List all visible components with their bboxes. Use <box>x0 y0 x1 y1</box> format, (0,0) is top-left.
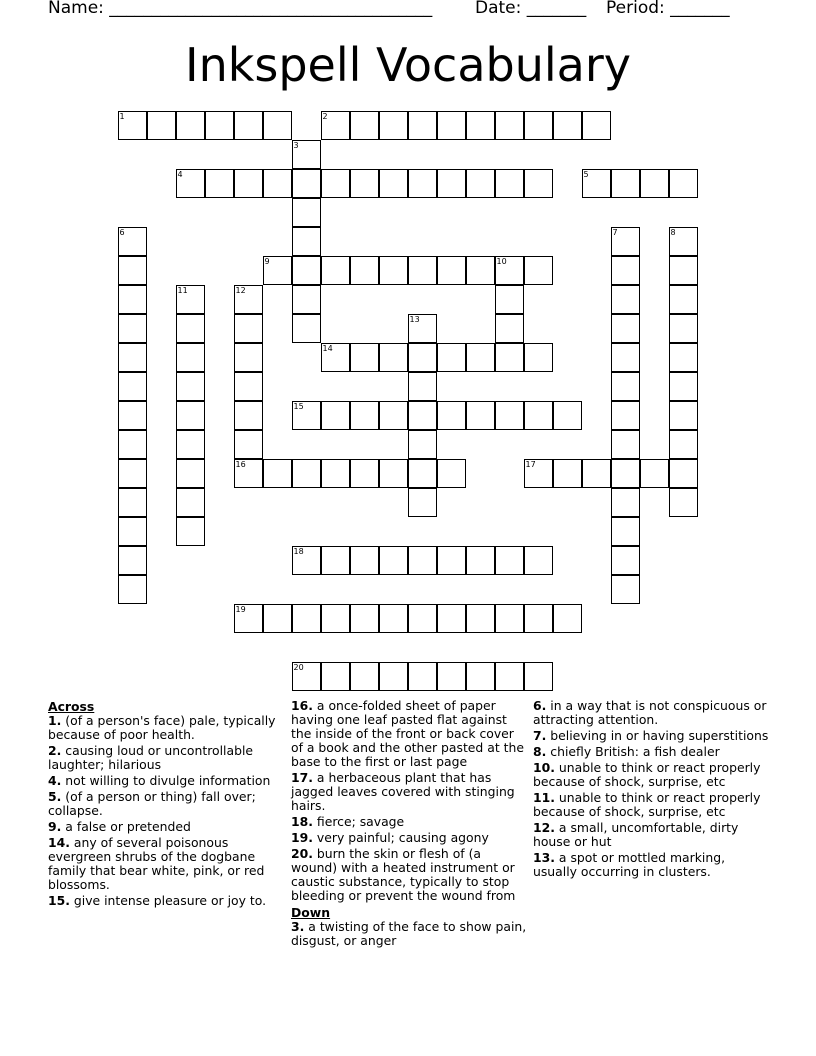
grid-cell[interactable] <box>437 662 466 691</box>
grid-cell[interactable] <box>234 459 263 488</box>
clues-column-3 <box>533 699 769 881</box>
grid-cell[interactable] <box>176 111 205 140</box>
grid-cell[interactable] <box>234 169 263 198</box>
grid-cell[interactable] <box>524 604 553 633</box>
clue-item: 15. give intense pleasure or joy to. <box>48 893 267 908</box>
grid-cell[interactable] <box>321 256 350 285</box>
grid-cell[interactable] <box>669 343 698 372</box>
grid-cell[interactable] <box>263 604 292 633</box>
grid-cell[interactable] <box>118 343 147 372</box>
grid-cell[interactable] <box>321 169 350 198</box>
grid-cell[interactable] <box>611 459 640 488</box>
clue-item: 12. a small, uncomfortable, dirty house or hut <box>533 820 739 849</box>
grid-cell[interactable] <box>495 256 524 285</box>
grid-cell[interactable] <box>321 604 350 633</box>
grid-cell[interactable] <box>379 662 408 691</box>
grid-cell[interactable] <box>524 169 553 198</box>
grid-cell[interactable] <box>611 575 640 604</box>
grid-cell[interactable] <box>263 169 292 198</box>
grid-cell[interactable] <box>292 227 321 256</box>
grid-cell[interactable] <box>263 256 292 285</box>
grid-cell[interactable] <box>321 459 350 488</box>
grid-cell[interactable] <box>379 546 408 575</box>
cell-number: 6 <box>119 227 125 237</box>
grid-cell[interactable] <box>524 256 553 285</box>
cell-number: 9 <box>264 256 270 266</box>
grid-cell[interactable] <box>553 604 582 633</box>
grid-cell[interactable] <box>669 169 698 198</box>
header <box>0 0 816 24</box>
grid-cell[interactable] <box>524 343 553 372</box>
grid-cell[interactable] <box>495 285 524 314</box>
grid-cell[interactable] <box>611 372 640 401</box>
cell-number: 2 <box>322 111 328 121</box>
grid-cell[interactable] <box>234 430 263 459</box>
grid-cell[interactable] <box>321 343 350 372</box>
grid-cell[interactable] <box>437 256 466 285</box>
grid-cell[interactable] <box>176 372 205 401</box>
clue-item: 9. a false or pretended <box>48 819 191 834</box>
clues-column-1 <box>48 699 284 910</box>
period-field[interactable]: Period: _______ <box>606 0 730 18</box>
clue-item: 8. chiefly British: a fish dealer <box>533 744 720 759</box>
grid-cell[interactable] <box>495 343 524 372</box>
grid-cell[interactable] <box>118 488 147 517</box>
grid-cell[interactable] <box>553 111 582 140</box>
cell-number: 12 <box>235 285 246 295</box>
grid-cell[interactable] <box>408 488 437 517</box>
grid-cell[interactable] <box>466 604 495 633</box>
grid-cell[interactable] <box>495 546 524 575</box>
grid-cell[interactable] <box>669 372 698 401</box>
grid-cell[interactable] <box>669 285 698 314</box>
grid-cell[interactable] <box>350 401 379 430</box>
cell-number: 8 <box>670 227 676 237</box>
grid-cell[interactable] <box>292 401 321 430</box>
grid-cell[interactable] <box>292 662 321 691</box>
grid-cell[interactable] <box>118 285 147 314</box>
across-heading: Across <box>48 699 95 714</box>
clue-item: 17. a herbaceous plant that has jagged leaves covered with stinging hairs. <box>291 770 515 813</box>
cell-number: 1 <box>119 111 125 121</box>
grid-cell[interactable] <box>379 256 408 285</box>
grid-cell[interactable] <box>379 169 408 198</box>
grid-cell[interactable] <box>582 459 611 488</box>
grid-cell[interactable] <box>437 401 466 430</box>
grid-cell[interactable] <box>234 111 263 140</box>
grid-cell[interactable] <box>669 488 698 517</box>
grid-cell[interactable] <box>350 111 379 140</box>
clue-item: 1. (of a person's face) pale, typically because of poor health. <box>48 713 276 742</box>
grid-cell[interactable] <box>582 169 611 198</box>
grid-cell[interactable] <box>408 256 437 285</box>
grid-cell[interactable] <box>379 343 408 372</box>
grid-cell[interactable] <box>408 604 437 633</box>
grid-cell[interactable] <box>147 111 176 140</box>
grid-cell[interactable] <box>408 401 437 430</box>
grid-cell[interactable] <box>640 169 669 198</box>
grid-cell[interactable] <box>466 662 495 691</box>
cell-number: 14 <box>322 343 333 353</box>
grid-cell[interactable] <box>524 662 553 691</box>
grid-cell[interactable] <box>292 198 321 227</box>
grid-cell[interactable] <box>495 314 524 343</box>
grid-cell[interactable] <box>350 604 379 633</box>
grid-cell[interactable] <box>640 459 669 488</box>
name-field[interactable]: Name: ______________________________________ <box>48 0 433 18</box>
grid-cell[interactable] <box>466 169 495 198</box>
grid-cell[interactable] <box>350 343 379 372</box>
grid-cell[interactable] <box>321 546 350 575</box>
grid-cell[interactable] <box>292 546 321 575</box>
grid-cell[interactable] <box>408 662 437 691</box>
grid-cell[interactable] <box>408 314 437 343</box>
grid-cell[interactable] <box>669 459 698 488</box>
grid-cell[interactable] <box>408 111 437 140</box>
grid-cell[interactable] <box>234 343 263 372</box>
grid-cell[interactable] <box>205 111 234 140</box>
grid-cell[interactable] <box>553 401 582 430</box>
clue-item: 18. fierce; savage <box>291 814 405 829</box>
grid-cell[interactable] <box>292 285 321 314</box>
cell-number: 5 <box>583 169 589 179</box>
grid-cell[interactable] <box>292 314 321 343</box>
clue-item: 13. a spot or mottled marking, usually occurring in clusters. <box>533 850 726 879</box>
grid-cell[interactable] <box>176 517 205 546</box>
grid-cell[interactable] <box>466 256 495 285</box>
grid-cell[interactable] <box>466 111 495 140</box>
clue-item: 5. (of a person or thing) fall over; collapse. <box>48 789 256 818</box>
grid-cell[interactable] <box>408 430 437 459</box>
grid-cell[interactable] <box>350 662 379 691</box>
grid-cell[interactable] <box>350 459 379 488</box>
grid-cell[interactable] <box>176 343 205 372</box>
grid-cell[interactable] <box>495 111 524 140</box>
cell-number: 4 <box>177 169 183 179</box>
cell-number: 19 <box>235 604 246 614</box>
grid-cell[interactable] <box>495 662 524 691</box>
grid-cell[interactable] <box>234 314 263 343</box>
grid-cell[interactable] <box>408 546 437 575</box>
grid-cell[interactable] <box>118 546 147 575</box>
grid-cell[interactable] <box>176 285 205 314</box>
grid-cell[interactable] <box>669 314 698 343</box>
grid-cell[interactable] <box>176 169 205 198</box>
grid-cell[interactable] <box>495 604 524 633</box>
grid-cell[interactable] <box>176 488 205 517</box>
grid-cell[interactable] <box>582 111 611 140</box>
grid-cell[interactable] <box>437 343 466 372</box>
cell-number: 13 <box>409 314 420 324</box>
grid-cell[interactable] <box>524 401 553 430</box>
cell-number: 11 <box>177 285 188 295</box>
cell-number: 18 <box>293 546 304 556</box>
grid-cell[interactable] <box>437 604 466 633</box>
cell-number: 20 <box>293 662 304 672</box>
grid-cell[interactable] <box>321 401 350 430</box>
grid-cell[interactable] <box>176 314 205 343</box>
grid-cell[interactable] <box>234 285 263 314</box>
grid-cell[interactable] <box>176 401 205 430</box>
grid-cell[interactable] <box>669 401 698 430</box>
grid-cell[interactable] <box>263 459 292 488</box>
clue-item: 19. very painful; causing agony <box>291 830 489 845</box>
page-title: Inkspell Vocabulary <box>185 38 631 92</box>
clue-item: 6. in a way that is not conspicuous or attracting attention. <box>533 698 767 727</box>
grid-cell[interactable] <box>495 401 524 430</box>
grid-cell[interactable] <box>118 111 147 140</box>
grid-cell[interactable] <box>350 256 379 285</box>
grid-cell[interactable] <box>524 111 553 140</box>
grid-cell[interactable] <box>321 662 350 691</box>
grid-cell[interactable] <box>176 430 205 459</box>
grid-cell[interactable] <box>553 459 582 488</box>
grid-cell[interactable] <box>350 169 379 198</box>
cell-number: 3 <box>293 140 299 150</box>
cell-number: 17 <box>525 459 536 469</box>
grid-cell[interactable] <box>408 343 437 372</box>
clue-item: 3. a twisting of the face to show pain, disgust, or anger <box>291 919 527 948</box>
grid-cell[interactable] <box>176 459 205 488</box>
cell-number: 7 <box>612 227 618 237</box>
grid-cell[interactable] <box>611 256 640 285</box>
clue-item: 4. not willing to divulge information <box>48 773 271 788</box>
grid-cell[interactable] <box>495 169 524 198</box>
grid-cell[interactable] <box>611 546 640 575</box>
grid-cell[interactable] <box>611 401 640 430</box>
grid-cell[interactable] <box>118 227 147 256</box>
grid-cell[interactable] <box>524 459 553 488</box>
grid-cell[interactable] <box>669 256 698 285</box>
grid-cell[interactable] <box>292 604 321 633</box>
grid-cell[interactable] <box>234 604 263 633</box>
grid-cell[interactable] <box>379 111 408 140</box>
grid-cell[interactable] <box>118 430 147 459</box>
clue-item: 11. unable to think or react properly because of shock, surprise, etc <box>533 790 761 819</box>
grid-cell[interactable] <box>611 169 640 198</box>
grid-cell[interactable] <box>408 459 437 488</box>
cell-number: 15 <box>293 401 304 411</box>
grid-cell[interactable] <box>292 459 321 488</box>
grid-cell[interactable] <box>466 343 495 372</box>
grid-cell[interactable] <box>118 372 147 401</box>
grid-cell[interactable] <box>611 314 640 343</box>
date-field[interactable]: Date: _______ <box>475 0 587 18</box>
grid-cell[interactable] <box>118 256 147 285</box>
grid-cell[interactable] <box>292 169 321 198</box>
grid-cell[interactable] <box>118 517 147 546</box>
grid-cell[interactable] <box>350 546 379 575</box>
grid-cell[interactable] <box>437 459 466 488</box>
grid-cell[interactable] <box>292 140 321 169</box>
clues-column-2 <box>291 699 527 950</box>
grid-cell[interactable] <box>437 169 466 198</box>
grid-cell[interactable] <box>118 575 147 604</box>
clue-item: 10. unable to think or react properly because of shock, surprise, etc <box>533 760 761 789</box>
grid-cell[interactable] <box>205 169 234 198</box>
grid-cell[interactable] <box>118 459 147 488</box>
grid-cell[interactable] <box>234 401 263 430</box>
clue-item: 16. a once-folded sheet of paper having one leaf pasted flat against the inside of the front or back cover of a book and the other pasted at the base to the first or last page <box>291 698 524 769</box>
grid-cell[interactable] <box>611 430 640 459</box>
clue-item: 20. burn the skin or flesh of (a wound) with a heated instrument or caustic substance, typically to stop bleeding or prevent the wound from <box>291 846 516 903</box>
grid-cell[interactable] <box>263 111 292 140</box>
grid-cell[interactable] <box>321 111 350 140</box>
grid-cell[interactable] <box>669 430 698 459</box>
grid-cell[interactable] <box>292 256 321 285</box>
down-heading: Down <box>291 905 331 920</box>
grid-cell[interactable] <box>466 401 495 430</box>
grid-cell[interactable] <box>379 459 408 488</box>
clue-item: 14. any of several poisonous evergreen shrubs of the dogbane family that bear white, pink, or red blossoms. <box>48 835 265 892</box>
grid-cell[interactable] <box>611 517 640 546</box>
grid-cell[interactable] <box>437 546 466 575</box>
cell-number: 16 <box>235 459 246 469</box>
grid-cell[interactable] <box>611 227 640 256</box>
grid-cell[interactable] <box>118 314 147 343</box>
grid-cell[interactable] <box>611 285 640 314</box>
grid-cell[interactable] <box>379 401 408 430</box>
clue-item: 2. causing loud or uncontrollable laughter; hilarious <box>48 743 254 772</box>
grid-cell[interactable] <box>524 546 553 575</box>
grid-cell[interactable] <box>408 169 437 198</box>
grid-cell[interactable] <box>379 604 408 633</box>
grid-cell[interactable] <box>669 227 698 256</box>
grid-cell[interactable] <box>437 111 466 140</box>
grid-cell[interactable] <box>466 546 495 575</box>
grid-cell[interactable] <box>408 372 437 401</box>
grid-cell[interactable] <box>611 343 640 372</box>
grid-cell[interactable] <box>234 372 263 401</box>
grid-cell[interactable] <box>611 488 640 517</box>
clue-item: 7. believing in or having superstitions <box>533 728 769 743</box>
cell-number: 10 <box>496 256 507 266</box>
grid-cell[interactable] <box>118 401 147 430</box>
